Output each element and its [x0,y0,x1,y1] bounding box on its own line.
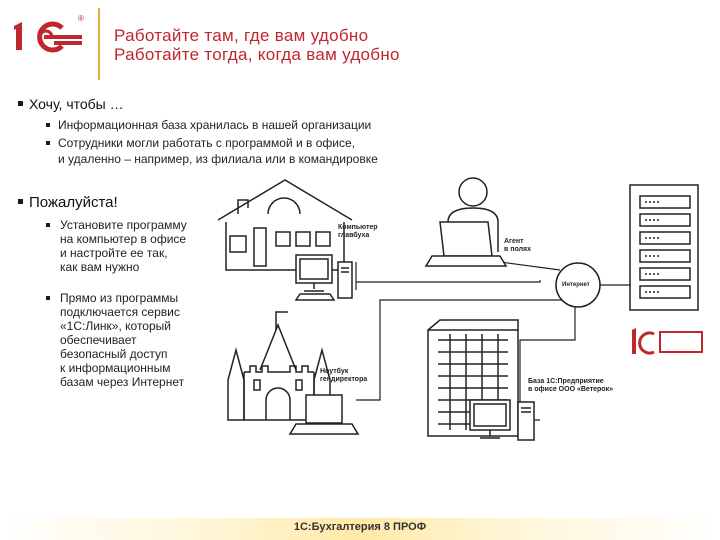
label-line: в полях [504,246,532,253]
1c-link-logo-icon [632,328,702,354]
agent-person-icon [426,178,506,266]
label-accountant-computer [338,224,378,240]
please-item-2-line: подключается сервис [60,305,180,319]
label-internet: Интернет [562,282,590,288]
please-item-1-line: на компьютер в офисе [60,232,187,246]
please-heading-text: Пожалуйста! [29,194,118,211]
laptop-icon [290,395,358,434]
label-line: гендиректора [320,376,368,383]
please-item-2-line: обеспечивает [60,333,137,347]
label-line: База 1С:Предприятие [528,378,604,385]
page-title-line-1: Работайте там, где вам удобно [114,26,369,45]
label-director-laptop [320,368,367,384]
please-item-2-line: Прямо из программы [60,291,179,305]
please-item-1-line: и настройте ее так, [60,246,168,260]
registered-mark: ® [78,14,84,23]
label-line: Агент [504,238,524,245]
desktop-computer-icon [296,255,352,300]
please-item-1-line: Установите программу [60,218,187,232]
please-item-1-line: как вам нужно [60,260,140,274]
please-item-2-line: «1С:Линк», который [60,319,171,333]
label-line: главбуха [338,232,370,239]
want-item-1: Информационная база хранилась в нашей организации [58,118,372,132]
please-item-2-line: базам через Интернет [60,375,185,389]
label-line: в офисе ООО «Ветерок» [528,386,613,393]
label-line: Компьютер [338,224,378,231]
please-item-2-line: к информационным [60,361,171,375]
label-field-agent [504,238,531,254]
label-office-base [528,378,613,394]
want-item-2: Сотрудники могли работать с программой и в офисе, [58,136,356,150]
footer-product-name: 1С:Бухгалтерия 8 ПРОФ [293,521,427,533]
please-item-2-line: безопасный доступ [60,347,168,361]
server-rack-icon [630,185,698,310]
want-item-2-cont: и удаленно – например, из филиала или в командировке [58,152,378,166]
page-title-line-2: Работайте тогда, когда вам удобно [114,45,400,64]
label-line: Ноутбук [320,368,349,375]
want-heading-text: Хочу, чтобы … [29,96,124,112]
